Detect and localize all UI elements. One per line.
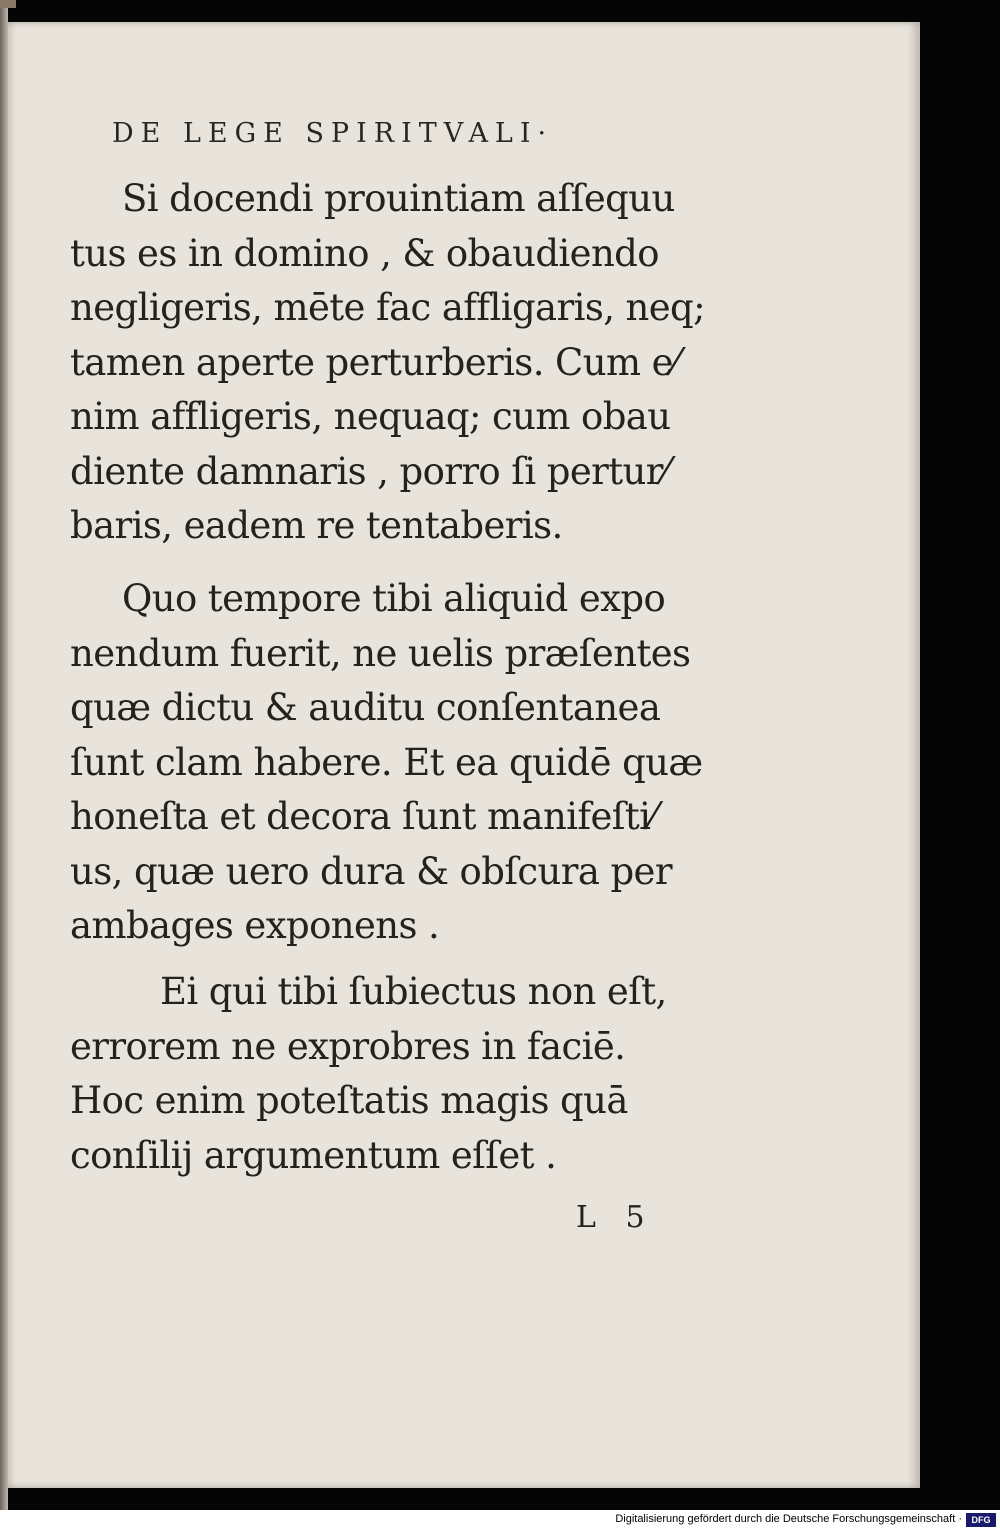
text-line: errorem ne exprobres in faciē. [70,1024,626,1068]
text-line: ſunt clam habere. Et ea quidē quæ [70,740,703,784]
footer-credit: Digitalisierung gefördert durch die Deutsche Forschungsgemeinschaft · [615,1513,962,1525]
text-line: honeſta et decora ſunt manifeſti⁄ [70,795,656,838]
text-line: diente damnaris , porro ſi pertur⁄ [70,449,669,493]
text-line: nendum fuerit, ne uelis præſentes [70,631,691,675]
dfg-logo-icon: DFG [966,1513,996,1527]
paragraph-1 [70,172,705,554]
text-line: Si docendi prouintiam aſſequu [122,177,675,220]
book-page [8,22,920,1488]
text-line: ambages exponens . [70,904,440,947]
page-edge [0,0,8,1510]
text-line: Quo tempore tibi aliquid expo [122,577,666,620]
text-line: conſilij argumentum eſſet . [70,1133,557,1177]
color-target-mark [0,0,16,8]
text-line: tamen aperte perturberis. Cum e⁄ [70,340,679,384]
text-line: nim affligeris, nequaq; cum obau [70,395,671,438]
text-line: negligeris, mēte fac affligaris, neq; [70,286,706,329]
paragraph-2 [70,572,703,954]
text-line: tus es in domino , & obaudiendo [70,231,659,275]
text-line: us, quæ uero dura & obſcura per [70,849,672,893]
running-head: DE LEGE SPIRITVALI· [112,118,554,149]
text-line: Ei qui tibi ſubiectus non eſt, [160,970,667,1013]
text-line: baris, eadem re tentaberis. [70,504,563,547]
text-line: quæ dictu & auditu conſentanea [70,686,661,729]
signature-mark: L 5 [576,1200,655,1235]
digitization-footer [0,1510,1000,1531]
text-line: Hoc enim poteſtatis magis quā [70,1079,628,1122]
paragraph-3 [70,965,667,1183]
